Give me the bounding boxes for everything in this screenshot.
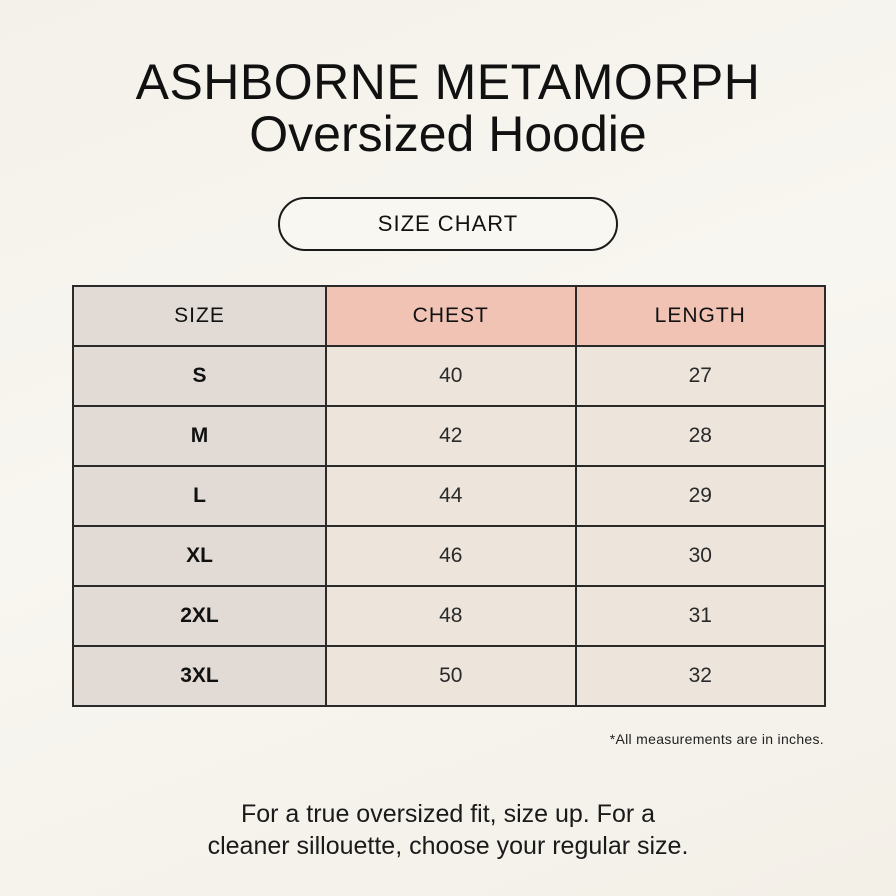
table-row	[73, 646, 825, 706]
column-header-size: SIZE	[73, 286, 326, 346]
size-chart-badge	[278, 197, 618, 251]
table-header-row	[73, 286, 825, 346]
size-cell: M	[73, 406, 326, 466]
product-title-line1: ASHBORNE METAMORPH	[135, 54, 761, 110]
fit-advice-line1: For a true oversized fit, size up. For a	[240, 800, 656, 828]
measurement-note: *All measurements are in inches.	[609, 731, 824, 747]
table-row	[73, 346, 825, 406]
chest-cell: 48	[326, 586, 576, 646]
size-cell: XL	[73, 526, 326, 586]
length-cell: 27	[576, 346, 826, 406]
size-table	[72, 285, 826, 707]
size-cell: L	[73, 466, 326, 526]
column-header-chest: CHEST	[326, 286, 576, 346]
chest-cell: 44	[326, 466, 576, 526]
size-chart-badge-label: SIZE CHART	[377, 211, 519, 236]
chest-cell: 46	[326, 526, 576, 586]
table-row	[73, 586, 825, 646]
chest-cell: 40	[326, 346, 576, 406]
column-header-length: LENGTH	[576, 286, 826, 346]
chest-cell: 50	[326, 646, 576, 706]
size-cell: 2XL	[73, 586, 326, 646]
table-row	[73, 526, 825, 586]
product-title-line2: Oversized Hoodie	[249, 106, 647, 162]
table-row	[73, 466, 825, 526]
chest-cell: 42	[326, 406, 576, 466]
length-cell: 31	[576, 586, 826, 646]
size-cell: S	[73, 346, 326, 406]
length-cell: 32	[576, 646, 826, 706]
fit-advice-line2: cleaner sillouette, choose your regular size.	[207, 832, 689, 860]
length-cell: 28	[576, 406, 826, 466]
length-cell: 30	[576, 526, 826, 586]
size-cell: 3XL	[73, 646, 326, 706]
length-cell: 29	[576, 466, 826, 526]
table-row	[73, 406, 825, 466]
